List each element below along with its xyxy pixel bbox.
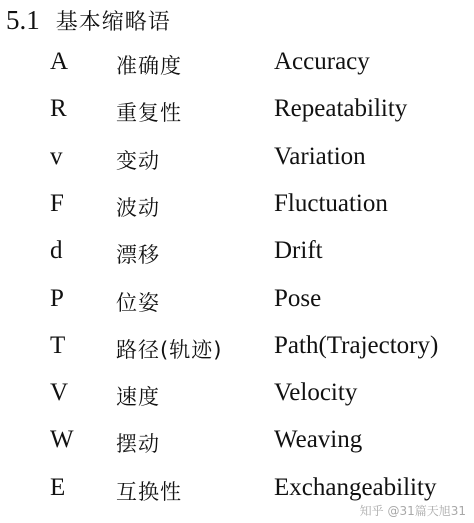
- english-term: Variation: [274, 143, 366, 170]
- abbreviation: R: [50, 95, 67, 122]
- chinese-term: 互换性: [116, 480, 182, 504]
- list-item: [0, 330, 474, 370]
- abbreviation: P: [50, 285, 64, 312]
- english-term: Velocity: [274, 379, 358, 406]
- list-item: [0, 377, 474, 417]
- english-term: Path(Trajectory): [274, 332, 439, 359]
- english-term: Accuracy: [274, 48, 370, 75]
- watermark: 知乎 @31篇天旭31: [359, 504, 466, 518]
- english-term: Repeatability: [274, 95, 408, 122]
- abbreviation: T: [50, 332, 66, 359]
- english-term: Weaving: [274, 426, 363, 453]
- list-item: [0, 424, 474, 464]
- english-term: Drift: [274, 237, 323, 264]
- abbreviation: V: [50, 379, 69, 406]
- chinese-term: 变动: [116, 149, 160, 173]
- list-item: [0, 93, 474, 133]
- chinese-term: 路径(轨迹): [116, 338, 223, 362]
- list-item: [0, 46, 474, 86]
- chinese-term: 重复性: [116, 101, 182, 125]
- chinese-term: 漂移: [116, 243, 160, 267]
- abbreviation: d: [50, 237, 63, 264]
- english-term: Exchangeability: [274, 474, 437, 501]
- abbreviation: A: [50, 48, 69, 75]
- abbreviation: F: [50, 190, 64, 217]
- english-term: Pose: [274, 285, 322, 312]
- chinese-term: 速度: [116, 385, 160, 409]
- abbreviation: E: [50, 474, 66, 501]
- abbreviation: W: [50, 426, 74, 453]
- chinese-term: 准确度: [116, 54, 182, 78]
- section-title: 基本缩略语: [55, 9, 171, 35]
- chinese-term: 波动: [116, 196, 160, 220]
- chinese-term: 位姿: [116, 291, 160, 315]
- section-number: 5.1: [6, 4, 40, 35]
- chinese-term: 摆动: [116, 432, 160, 456]
- list-item: [0, 283, 474, 323]
- english-term: Fluctuation: [274, 190, 388, 217]
- abbreviation: v: [50, 143, 63, 170]
- list-item: [0, 141, 474, 181]
- list-item: [0, 188, 474, 228]
- list-item: [0, 235, 474, 275]
